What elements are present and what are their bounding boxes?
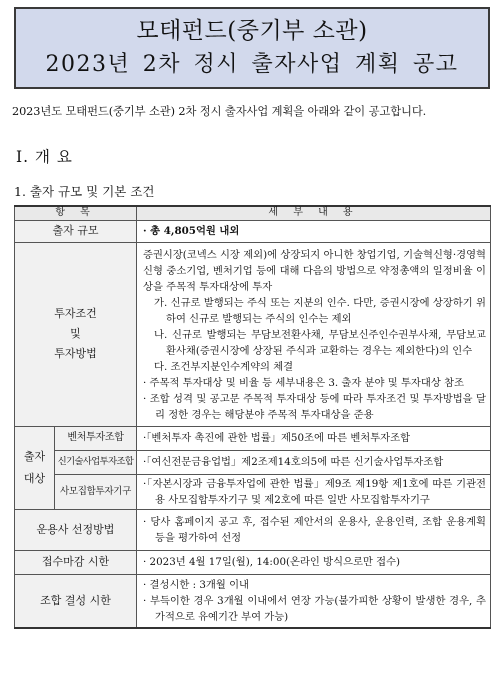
label-deadline: 접수마감 시한 <box>15 550 137 574</box>
target-name-newtech: 신기술사업투자조합 <box>55 450 137 474</box>
section-heading: Ⅰ. 개 요 <box>16 148 73 166</box>
terms-item-b <box>143 327 486 359</box>
terms-item-b-text: 나. 신규로 발행되는 무담보전환사채, 무담보신주인수권부사채, 무담보교환사채(증권시장에 상장된 주식과 교환하는 경우는 제외한다)의 인수 <box>154 328 486 357</box>
header-item: 항 목 <box>15 206 137 220</box>
overview-table <box>14 205 491 629</box>
title-line-2: 2023년 2차 정시 출자사업 계획 공고 <box>45 52 459 77</box>
intro-text: 2023년도 모태펀드(중기부 소관) 2차 정시 출자사업 계획을 아래와 같이 공고합니다. <box>12 105 427 118</box>
row-formation <box>15 574 491 628</box>
header-detail: 세 부 내 용 <box>137 206 491 220</box>
label-terms-3: 투자방법 <box>54 347 97 360</box>
formation-line-1: · 결성시한 : 3개월 이내 <box>143 578 249 591</box>
label-terms <box>15 242 137 426</box>
title-line-1: 모태펀드(중기부 소관) <box>136 18 368 44</box>
label-target <box>15 426 55 509</box>
target-name-private: 사모집합투자기구 <box>55 474 137 509</box>
label-terms-1: 투자조건 <box>54 307 97 320</box>
label-scale: 출자 규모 <box>15 220 137 242</box>
value-selection: · 당사 홈페이지 공고 후, 접수된 제안서의 운용사, 운용인력, 조합 운용계획 등을 평가하여 선정 <box>137 509 491 550</box>
target-name-venture: 벤처투자조합 <box>55 426 137 450</box>
terms-item-c <box>143 359 486 375</box>
label-terms-2: 및 <box>70 327 81 340</box>
subsection-heading: 1. 출자 규모 및 기본 조건 <box>14 184 155 199</box>
value-formation <box>137 574 491 628</box>
table-header-row <box>15 206 491 220</box>
label-formation: 조합 결성 시한 <box>15 574 137 628</box>
label-target-1: 출자 <box>23 449 46 463</box>
value-terms <box>137 242 491 426</box>
row-target-venture <box>15 426 491 450</box>
row-scale <box>15 220 491 242</box>
row-target-private <box>15 474 491 509</box>
terms-paragraph: 증권시장(코넥스 시장 제외)에 상장되지 아니한 창업기업, 기술혁신형·경영혁신형 중소기업, 벤처기업 등에 대해 다음의 방법으로 약정총액의 일정비율 이상을 주목적 투자대상에 투자 <box>143 248 486 293</box>
target-value-newtech: ·「여신전문금융업법」제2조제14호의5에 따른 신기술사업투자조합 <box>137 450 491 474</box>
label-target-2: 대상 <box>23 471 46 485</box>
label-selection: 운용사 선정방법 <box>15 509 137 550</box>
value-scale: · 총 4,805억원 내외 <box>137 220 491 242</box>
value-deadline: · 2023년 4월 17일(월), 14:00(온라인 방식으로만 접수) <box>137 550 491 574</box>
terms-bullet-1: · 주목적 투자대상 및 비율 등 세부내용은 3. 출자 분야 및 투자대상 참조 <box>143 376 464 389</box>
row-target-newtech <box>15 450 491 474</box>
terms-item-a-text: 가. 신규로 발행되는 주식 또는 지분의 인수. 다만, 증권시장에 상장하기 위하여 신규로 발행되는 주식의 인수는 제외 <box>154 296 486 325</box>
terms-bullet-2: · 조합 성격 및 공고문 주목적 투자대상 등에 따라 투자조건 및 투자방법을 달리 정한 경우는 해당분야 주목적 투자대상을 준용 <box>143 392 486 421</box>
row-selection <box>15 509 491 550</box>
formation-line-2: · 부득이한 경우 3개월 이내에서 연장 가능(불가피한 상황이 발생한 경우, 추가적으로 유예기간 부여 가능) <box>143 594 486 623</box>
row-deadline <box>15 550 491 574</box>
target-value-venture: ·「벤처투자 촉진에 관한 법률」제50조에 따른 벤처투자조합 <box>137 426 491 450</box>
terms-item-c-text: 다. 조건부지분인수계약의 체결 <box>154 360 294 373</box>
title-box <box>14 7 490 89</box>
row-terms <box>15 242 491 426</box>
target-value-private: ·「자본시장과 금융투자업에 관한 법률」제9조 제19항 제1호에 따른 기관전용 사모집합투자기구 및 제2호에 따른 일반 사모집합투자기구 <box>137 474 491 509</box>
terms-item-a <box>143 295 486 327</box>
